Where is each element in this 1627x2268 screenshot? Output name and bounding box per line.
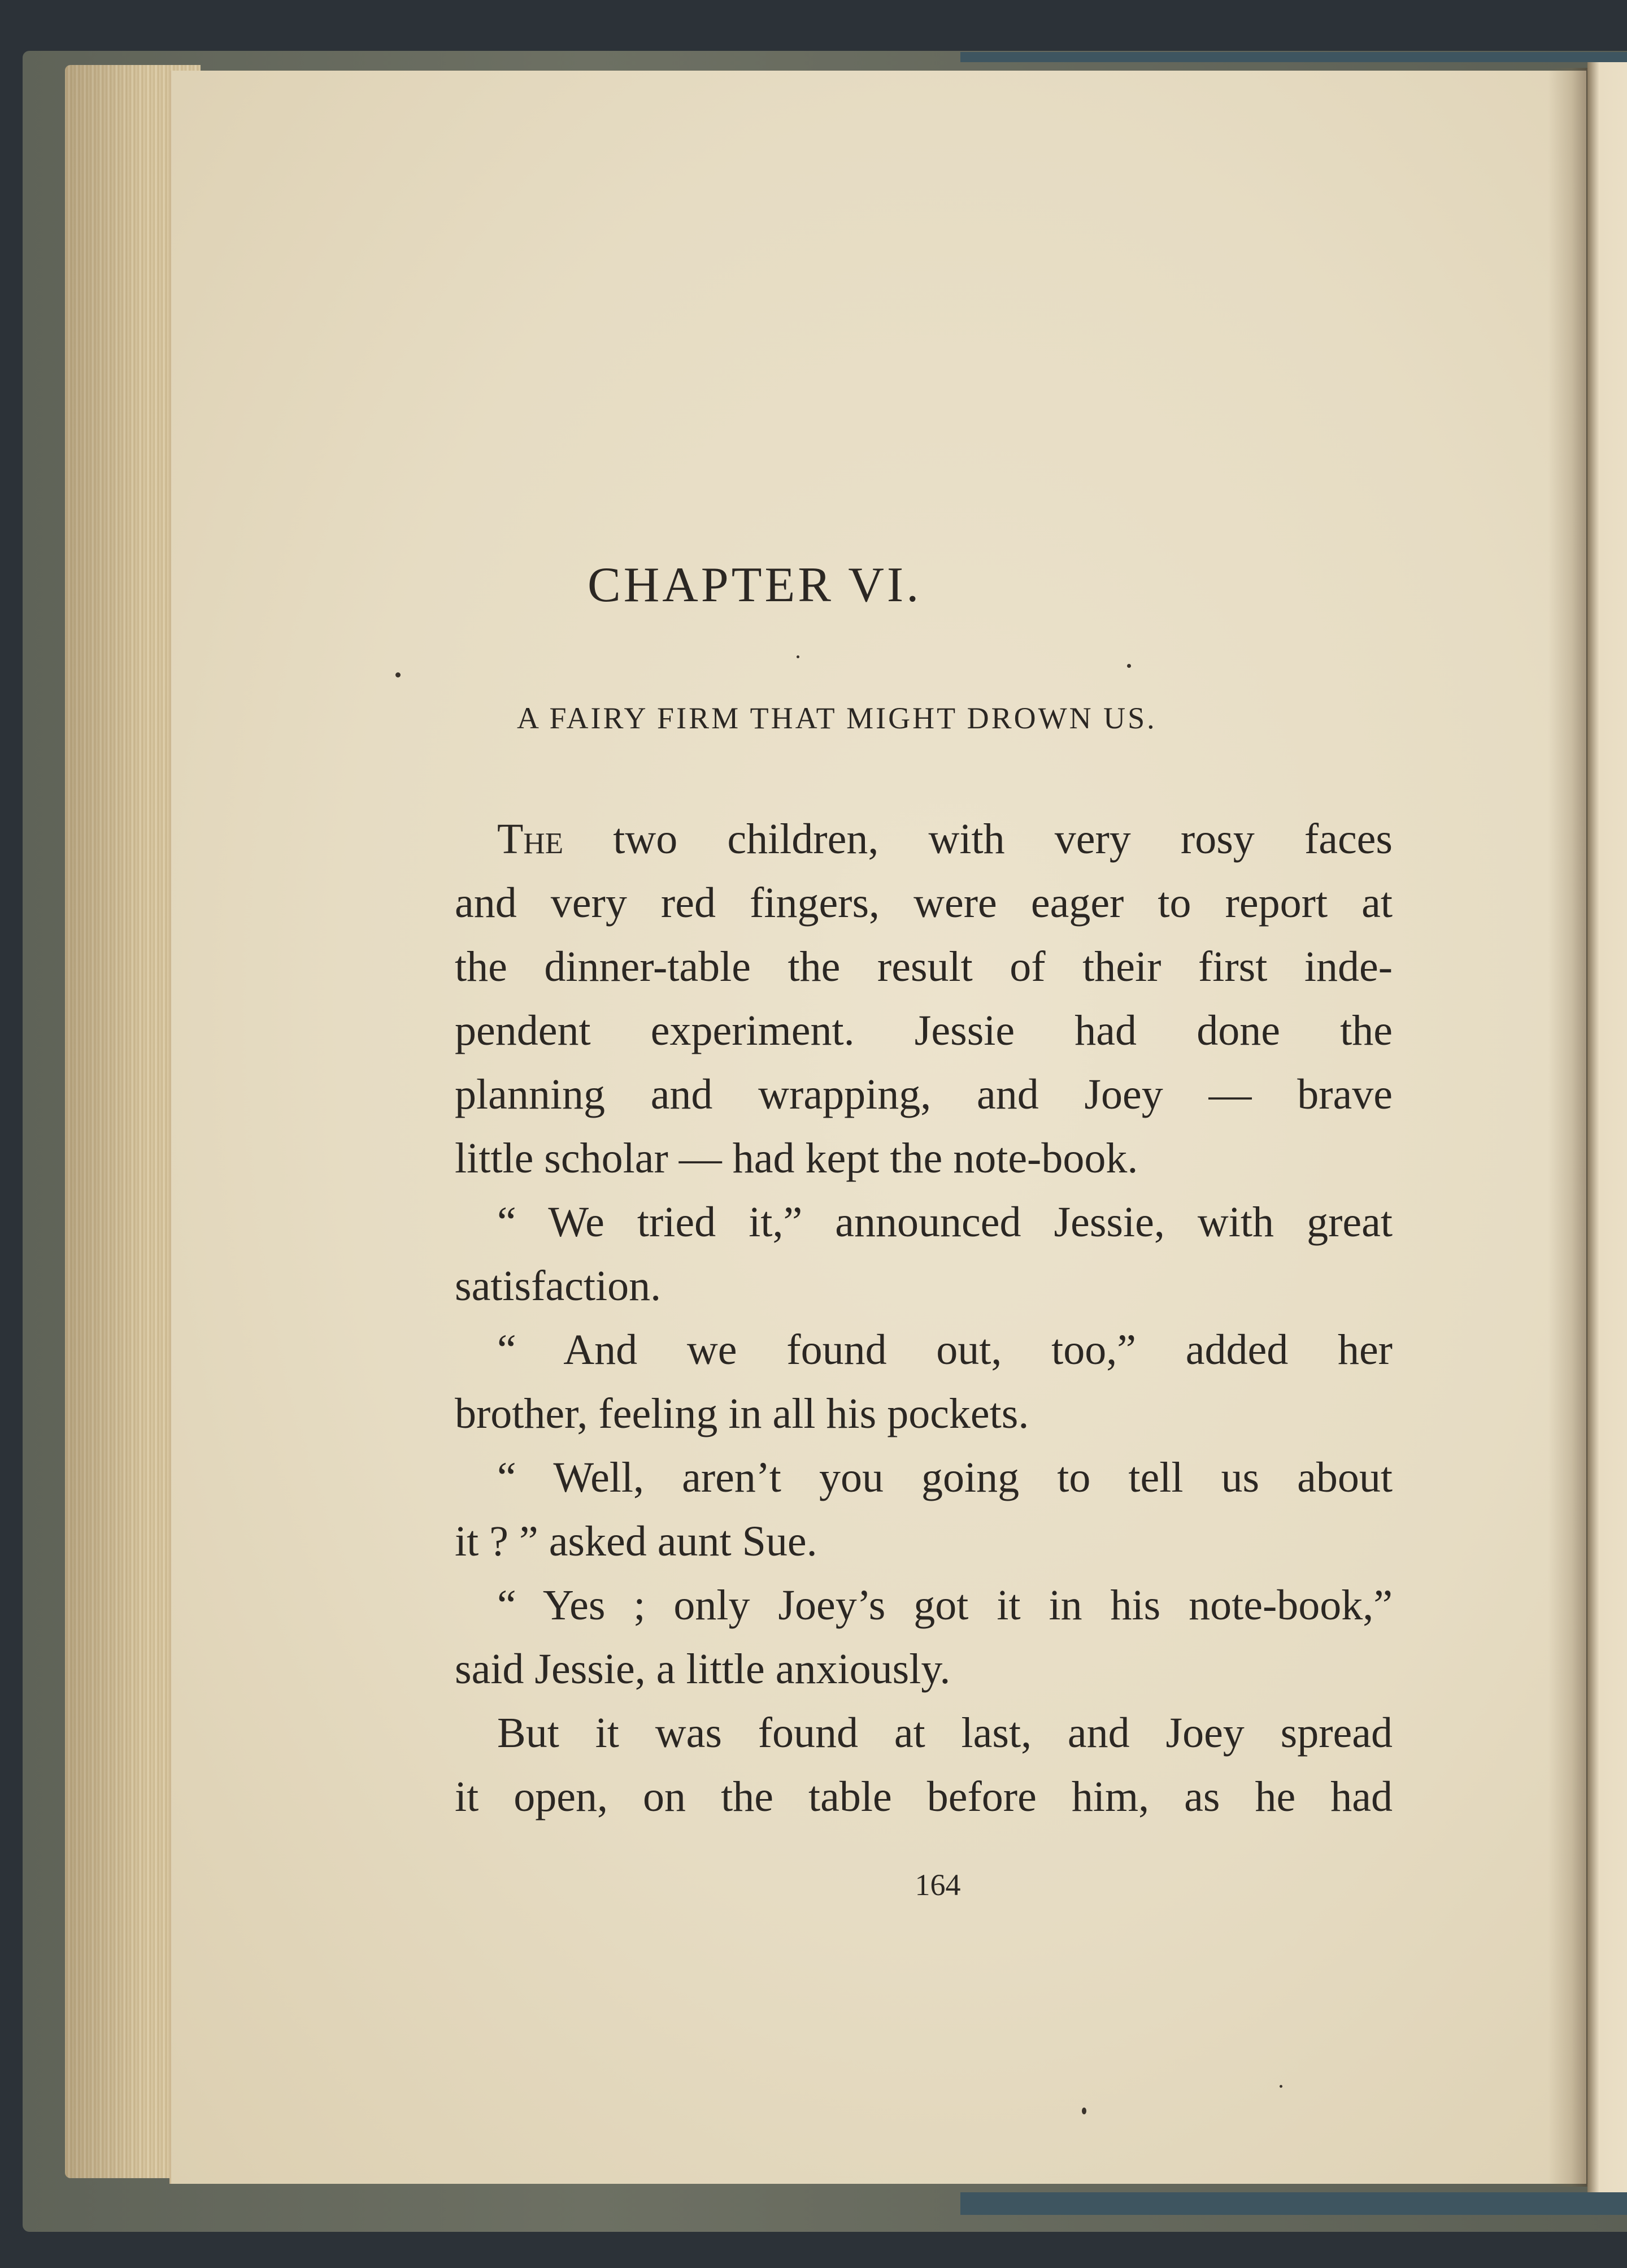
text-line: pendent experiment. Jessie had done the — [455, 1007, 1393, 1054]
paper-speck — [797, 655, 799, 658]
cover-edge-bottom — [960, 2192, 1627, 2215]
text-line: the dinner-table the result of their first inde- — [455, 943, 1393, 990]
chapter-title: CHAPTER VI. — [588, 558, 922, 612]
paper-speck — [1127, 664, 1131, 668]
chapter-subtitle: A FAIRY FIRM THAT MIGHT DROWN US. — [517, 701, 1157, 735]
lead-word: The — [497, 815, 564, 863]
text-line: it open, on the table before him, as he had — [455, 1773, 1393, 1821]
text-line: “ Well, aren’t you going to tell us about — [497, 1454, 1393, 1501]
cover-edge-top — [960, 52, 1627, 62]
paper-speck — [395, 672, 401, 677]
book-page — [169, 71, 1586, 2184]
text-line: “ We tried it,” announced Jessie, with great — [497, 1198, 1393, 1246]
text-line: little scholar — had kept the note-book. — [455, 1135, 1138, 1182]
text-line: The two children, with very rosy faces — [497, 815, 1393, 863]
facing-page-edge — [1587, 62, 1627, 2192]
text-line: said Jessie, a little anxiously. — [455, 1645, 951, 1693]
page-number: 164 — [915, 1868, 961, 1902]
text-line: But it was found at last, and Joey spread — [497, 1709, 1393, 1757]
text-line: and very red fingers, were eager to report at — [455, 879, 1393, 927]
text-line: planning and wrapping, and Joey — brave — [455, 1071, 1393, 1118]
text-line: “ Yes ; only Joey’s got it in his note-book,” — [497, 1581, 1393, 1629]
page-gutter — [1548, 68, 1587, 2187]
text-line: it ? ” asked aunt Sue. — [455, 1518, 817, 1565]
text-line: brother, feeling in all his pockets. — [455, 1390, 1029, 1437]
text-line: “ And we found out, too,” added her — [497, 1326, 1393, 1374]
paper-speck — [1082, 2108, 1086, 2114]
paper-speck — [1280, 2085, 1282, 2088]
text-line: satisfaction. — [455, 1262, 662, 1310]
